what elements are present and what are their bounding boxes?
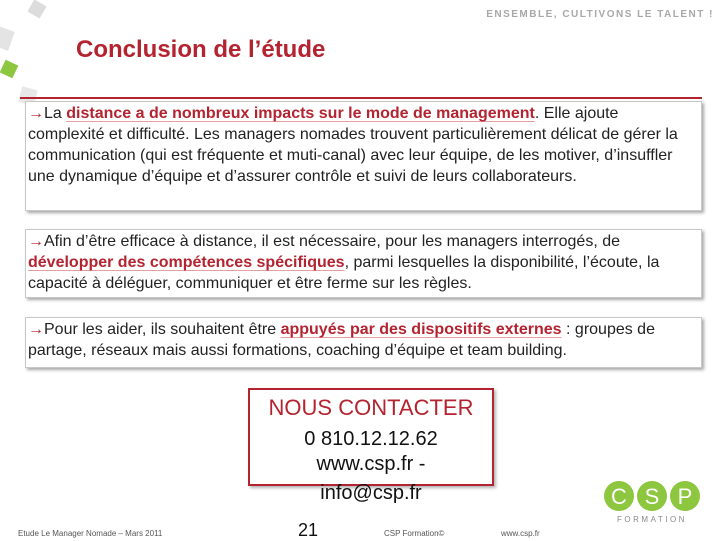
contact-phone: 0 810.12.12.62: [304, 428, 438, 450]
block-emphasis: développer des compétences spécifiques: [28, 254, 345, 271]
block-rest: , parmi lesquelles la disponibilité, l’écoute, la capacité à déléguer, communiquer et être ferme sur les règles.: [28, 254, 660, 292]
logo-letter-s: S: [644, 484, 660, 509]
page-number: 21: [298, 520, 319, 540]
slide-title: Conclusion de l’étude: [76, 36, 326, 63]
conclusion-block-1: [25, 101, 702, 211]
block-lead: Pour les aider, ils souhaitent être: [44, 321, 281, 338]
footer-company: CSP Formation©: [384, 529, 445, 538]
arrow-icon: →: [28, 105, 44, 122]
header-tagline: ENSEMBLE, CULTIVONS LE TALENT !: [486, 9, 714, 20]
title-divider: [20, 97, 702, 99]
contact-title: NOUS CONTACTER: [268, 395, 474, 420]
block-rest: . Elle ajoute complexité et difficulté. Les managers nomades trouvent particulièrement délicat de gérer la communication (qui est fréquente et muti-canal) avec leur équipe, de les motiver, d’insuffler une dynamique d’équipe et d’assurer contrôle et suivi de leurs collaborateurs.: [28, 105, 678, 185]
logo-letter-c: C: [611, 484, 627, 509]
block-rest: : groupes de partage, réseaux mais aussi formations, coaching d’équipe et team building.: [28, 321, 655, 359]
conclusion-block-2: [25, 229, 702, 298]
logo-caption: FORMATION: [617, 515, 687, 524]
block-emphasis: distance a de nombreux impacts sur le mode de management: [66, 105, 535, 122]
contact-box: [248, 388, 494, 504]
block-emphasis: appuyés par des dispositifs externes: [280, 321, 562, 338]
block-lead: La: [44, 105, 67, 122]
csp-logo: [602, 478, 702, 524]
arrow-icon: →: [28, 321, 44, 338]
conclusion-block-3: [25, 317, 702, 368]
footer-study-label: Etude Le Manager Nomade – Mars 2011: [18, 529, 163, 538]
footer-url-link[interactable]: www.csp.fr: [501, 529, 540, 538]
decorative-corner-shapes: [0, 0, 70, 110]
contact-email-link[interactable]: info@csp.fr: [320, 482, 422, 504]
arrow-icon: →: [28, 233, 44, 250]
logo-letter-p: P: [677, 484, 693, 509]
contact-website-link[interactable]: www.csp.fr -: [316, 453, 426, 475]
block-lead: Afin d’être efficace à distance, il est nécessaire, pour les managers interrogés, de: [44, 233, 621, 250]
